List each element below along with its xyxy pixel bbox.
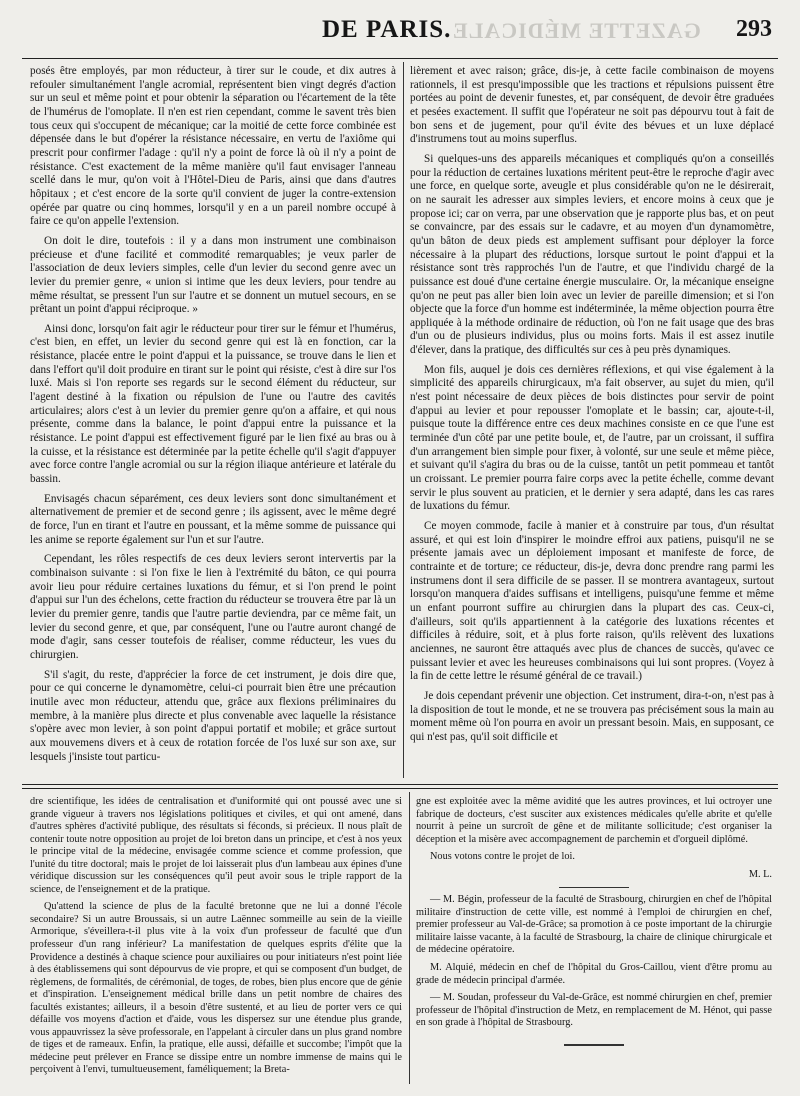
lower-left-column <box>30 796 402 1082</box>
paragraph: Cependant, les rôles respectifs de ces deux leviers seront intervertis par la combinaison suivante : si l'on fixe le lien à l'extrémité du bâton, ce qui pourra avoir lieu pour réduire certaines luxations du fémur, et si l'on prend le point d'appui sur l'un des échelons, cette fraction du réducteur se trouvera être par là un levier du premier genre, tandis que l'autre partie deviendra, par ce même fait, un levier du second genre, et que, par conséquent, l'une ou l'autre auront changé de mode d'agir, sans cesser toutefois de réaliser, comme réducteur, les vues du chirurgien. <box>30 553 396 661</box>
news-item: — M. Soudan, professeur du Val-de-Grâce, est nommé chirurgien en chef, premier professeur de l'hôpital d'instruction de Metz, en remplacement de M. Hénot, qui passe en son grade à l'hôpital de Strasbourg. <box>416 992 772 1029</box>
news-item: M. Alquié, médecin en chef de l'hôpital du Gros-Caillou, vient d'être promu au grade de médecin principal d'armée. <box>416 962 772 986</box>
page-number: 293 <box>736 16 772 42</box>
paragraph: Je dois cependant prévenir une objection. Cet instrument, dira-t-on, n'est pas à la disposition de tout le monde, et ne se trouvera pas précisément sous la main au moment même où l'on pourra en avoir un pressant besoin. Mais, en supposant, ce qui n'est pas, qu'il soit difficile et <box>410 689 774 743</box>
end-rule <box>564 1044 624 1046</box>
signature: M. L. <box>748 868 772 880</box>
paragraph: gne est exploitée avec la même avidité que les autres provinces, et lui octroyer une fabrique de docteurs, c'est susciter aux existences médicales qu'elle abrite et qu'elle nourrit à peine un surcroît de gêne et de militante sollicitude; c'est organiser la déception et la misère avec accompagnement de parchemin et d'orgueil diplômé. <box>416 796 772 845</box>
paragraph: Mon fils, auquel je dois ces dernières réflexions, et qui vise également à la simplicité des appareils chirurgicaux, m'a fait observer, au sujet du mien, qu'il n'est point nécessaire de deux pièces de bois distinctes pour servir de point d'appui au levier et pour repousser l'omoplate et le bassin; car, ajoute-t-il, puisque toute la différence entre ces deux machines consiste en ce que l'une est terminée d'un côté par une petite boule, et, de l'autre, par un croissant, il suffira d'un arrangement bien simple pour fixer, à volonté, sur une seule et même pièce, et suivant qu'il s'agira du bras ou de la cuisse, tantôt un petit pommeau et tantôt un croissant. Le premier pourra faire corps avec la petite échelle, comme devant servir le plus souvent au praticien, et le dernier y sera adapté, dans les cas rares de luxations du fémur. <box>410 363 774 513</box>
section-rule <box>559 887 629 888</box>
feuilleton-rule-double <box>22 788 778 789</box>
paragraph: lièrement et avec raison; grâce, dis-je, à cette facile combinaison de moyens rationnels, il est presqu'impossible que les tractions et répulsions puissent être portées au point de devenir funestes, et, par conséquent, de devoir être graduées et pesées exactement. Il suffit que l'opérateur ne soit pas dépourvu tout à fait de bon sens et de jugement, pour qu'il évite des bévues et un luxe déplacé d'instrumens tout au moins superflus. <box>410 65 774 146</box>
news-item: — M. Bégin, professeur de la faculté de Strasbourg, chirurgien en chef de l'hôpital militaire d'instruction de cette ville, est nommé à l'emploi de chirurgien en chef, premier professeur au Val-de-Grâce; sa promotion à ce poste important de la chirurgie militaire laisse vacante, à la faculté de Strasbourg, la chaire de clinique chirurgicale et de médecine opératoire. <box>416 894 772 956</box>
paragraph: posés être employés, par mon réducteur, à tirer sur le coude, et dix autres à refouler simultanément l'angle acromial, représentent bien vingt degrés d'action sur un seul et même point et pour obtenir la séparation ou l'écartement de la tête de l'humérus de l'omoplate. Il n'en est rien cependant, comme le savent très bien tous ceux qui s'occupent de mécanique; car la moitié de cette force combinée est dépensée dans le but d'opérer la résistance nécessaire, en vertu de l'axiôme qui prescrit pour confirmer l'adage : qu'il n'y a point de force là où il n'y a point de résistance. C'est exactement de la même manière qu'il faut envisager l'anneau scellé dans le mur, qu'on voit à l'Hôtel-Dieu de Paris, ainsi que dans d'autres hôpitaux ; et c'est encore de la sorte qu'il convient de juger la contre-extension opérée par quatre ou cinq hommes, lorsqu'il y en a un pareil nombre occupé à faire ce qu'on appelle l'extension. <box>30 65 396 228</box>
page-header <box>22 16 778 56</box>
lower-right-column <box>416 796 772 1046</box>
paragraph: Envisagés chacun séparément, ces deux leviers sont donc simultanément et alternativement de premier et de second genre ; ils agissent, avec le même degré de force, l'un en tirant et l'autre en poussant, et la même somme de puissance qui les anime se reporte également sur l'un et sur l'autre. <box>30 492 396 546</box>
upper-right-column <box>410 65 774 751</box>
running-title: DE PARIS. <box>322 16 452 43</box>
paragraph: Nous votons contre le projet de loi. <box>430 851 575 863</box>
paragraph: Si quelques-uns des appareils mécaniques et compliqués qu'on a conseillés pour la réduction de certaines luxations méritent peut-être le reproche d'agir avec une force, en quelque sorte, aveugle et plus considérable qu'on ne le désirerait, on ne saurait les adresser aux simples leviers, et encore moins à ceux que je propose ici; car on verra, par une observation que je rapporte plus bas, et on peut se convaincre, par des essais sur le cadavre, et au moyen d'un dynamomètre, qu'un bâton de deux pieds est amplement suffisant pour déployer la force nécessaire à la plupart des réductions, lorsque surtout le point d'appui et la résistance sont très rapprochés l'un de l'autre, et que l'individu chargé de la puissance est doué d'une certaine énergie musculaire. Or, la mécanique enseigne qu'on ne peut pas aller bien loin avec un levier de pareille dimension; et si l'on objecte que la force d'un homme est indéterminée, la même objection pourra être appliquée à la méthode ordinaire de réduction, où l'on ne fait usage que des bras d'un ou de plusieurs individus, plus ou moins forts. Mais il est assez inutile d'élever, dans la pratique, des difficultés sur ces à peu près dynamiques. <box>410 152 774 357</box>
column-divider <box>403 62 404 778</box>
paragraph: Ainsi donc, lorsqu'on fait agir le réducteur pour tirer sur le fémur et l'humérus, c'est bien, en effet, un levier du second genre qui est là en fonction, car la résistance, placée entre le point d'appui et la puissance, se trouve dans le lien et dans l'effort qu'il doit produire en tirant sur le point qui résiste, c'est à dire sur l'os luxé. Mais si l'on reporte ses regards sur le second élément du réducteur, sur l'agent destiné à la fixation ou répulsion de l'une ou l'autre des cavités articulaires; alors c'est à un levier du premier genre qu'on a affaire, et qui nous présente, comme dans la balance, le point d'appui entre la puissance et la résistance. Le point d'appui est effectivement figuré par le lien fixé au bras ou à la cuisse, et la résistance est déterminée par la petite échelle qu'il s'agit d'appuyer avec force contre l'angle acromial ou sur la région iliaque antérieure et latérale du bassin. <box>30 322 396 486</box>
paragraph: Ce moyen commode, facile à manier et à construire par tous, d'un résultat assuré, et qui est loin d'inspirer le moindre effroi aux patiens, puisqu'il ne se présente jamais avec un déploiement imposant et manifeste de force, de contrainte et de torture; ce réducteur, dis-je, devra donc prendre rang parmi les instrumens dont il sera difficile de se passer. Il se montrera avantageux, surtout lorsqu'on manquera d'aides suffisans et intelligens, puisqu'une femme et même un enfant pourront suffire au chirurgien dans la plupart des cas. Ceux-ci, d'ailleurs, soit qu'ils appartiennent à la catégorie des luxations récentes et difficiles à réduire, soit, et à plus forte raison, qu'ils relèvent des luxations anciennes, ne sauront être attaqués avec plus de chances de succès, qu'avec ce puissant levier et avec les heureuses combinaisons qui lui sont propres. (Voyez à la fin de cette lettre le résumé général de ce travail.) <box>410 520 774 683</box>
header-rule <box>22 58 778 59</box>
paragraph: S'il s'agit, du reste, d'apprécier la force de cet instrument, je dois dire que, pour ce qui concerne le dynamomètre, celui-ci pourrait bien être une précaution inutile avec mon réducteur, attendu que, grâce aux flexions préliminaires du membre, à la manière plus directe et plus convenable avec laquelle la résistance s'opère avec mon levier, à son point d'appui portatif et mobile; et grâce surtout aux mouvemens divers et à ceux de rotation forcée de l'os luxé sur son axe, sur lesquels j'insiste tout particu- <box>30 668 396 763</box>
column-divider <box>409 792 410 1084</box>
paragraph: dre scientifique, les idées de centralisation et d'uniformité qui ont poussé avec une si grande vigueur à travers nos législations politiques et civiles, et qui ont amené, dans d'autres sphères d'activité publique, des résultats si féconds, si précieux. Il nous plaît de contenir toute notre opposition au projet de loi breton dans un principe, et c'est à nos yeux le principe vital de la médecine, envisagée comme science et comme profession, que l'unité du titre doctoral; mais le projet de loi laisserait plus d'un lambeau aux épines d'une véridique discussion sur les conséquences qu'il peut avoir sous le triple rapport de la science, de l'enseignement et de la pratique. <box>30 796 402 895</box>
paragraph: Qu'attend la science de plus de la faculté bretonne que ne lui a donné l'école secondaire? Si un autre Broussais, si un autre Laënnec sommeille au sein de la vieille Armorique, s'éveillera-t-il plus vite à la voix d'un professeur de faculté que d'un professeur d'un rang inférieur? La manifestation de quelques esprits d'élite que la Providence a destinés à chaque science pour auxiliaires ou pour initiateurs n'est point liée à des établissemens qui sont dépourvus de vie propre, et qui se composent d'un budget, de règlemens, de formalités, de cérémonial, de toges, de robes, bien plus encore que de génie et d'inspiration. L'enseignement médical brille dans un petit nombre de chaires des facultés existantes; ailleurs, il a besoin d'être sustenté, et au lieu de porter vers ce qui défaille vos moyens d'action et d'aide, vous les dispersez sur une étendue plus grande, vous appauvrissez la sève professorale, en l'appelant à circuler dans un plus grand nombre de tiges et de rameaux. Enfin, la pratique, elle aussi, défaille et succombe; l'impôt que la médecine peut prélever en France se dissipe entre un nombre immense de mains qui le perçoivent à l'envi, tumultueusement, faméliquement; la Breta- <box>30 901 402 1076</box>
feuilleton-rule <box>22 784 778 785</box>
bleed-through-text: GAZETTE MÉDICALE <box>452 18 701 43</box>
upper-left-column <box>30 65 396 770</box>
newspaper-page <box>22 8 778 1088</box>
paragraph: On doit le dire, toutefois : il y a dans mon instrument une combinaison précieuse et d'une facilité et commodité remarquables; je veux parler de l'association de deux leviers simples, celle d'un levier du second genre avec un levier du premier genre, « union si intime que les deux leviers, pour tendre au même résultat, se pressent l'un sur l'autre et se donnent un mutuel secours, en se prêtant un point d'appui réciproque. » <box>30 234 396 316</box>
